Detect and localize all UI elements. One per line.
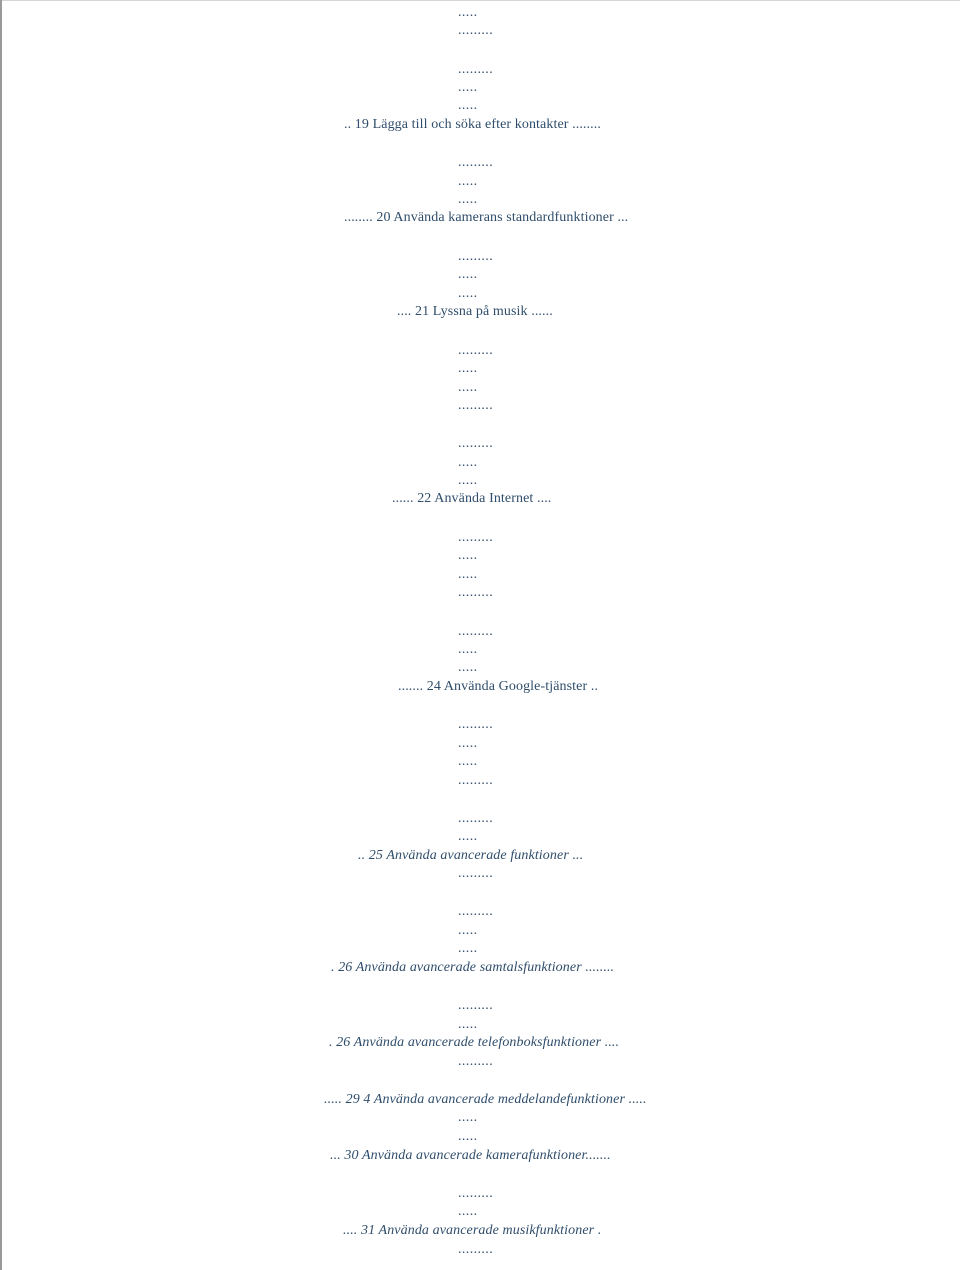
dot-leader: .....: [458, 567, 478, 582]
dot-leader: .....: [458, 1017, 478, 1032]
toc-entry: ... 30 Använda avancerade kamerafunktioner.......: [330, 1148, 611, 1163]
dot-leader: .....: [458, 754, 478, 769]
dot-leader: .........: [458, 773, 494, 788]
toc-entry: .. 19 Lägga till och söka efter kontakter ........: [344, 117, 601, 132]
dot-leader: .........: [458, 1054, 494, 1069]
dot-leader: .....: [458, 5, 478, 20]
dot-leader: .....: [458, 455, 478, 470]
dot-leader: .....: [458, 80, 478, 95]
dot-leader: .........: [458, 904, 494, 919]
dot-leader: .....: [458, 361, 478, 376]
toc-entry: ........ 20 Använda kamerans standardfunktioner ...: [344, 210, 629, 225]
dot-leader: .....: [458, 473, 478, 488]
dot-leader: .....: [458, 98, 478, 113]
dot-leader: .........: [458, 249, 494, 264]
dot-leader: .....: [458, 736, 478, 751]
dot-leader: .....: [458, 642, 478, 657]
toc-entry: ....... 24 Använda Google-tjänster ..: [398, 679, 599, 694]
dot-leader: .....: [458, 174, 478, 189]
dot-leader: .........: [458, 998, 494, 1013]
dot-leader: .....: [458, 1110, 478, 1125]
dot-leader: .....: [458, 286, 478, 301]
dot-leader: .........: [458, 398, 494, 413]
dot-leader: .........: [458, 62, 494, 77]
dot-leader: .........: [458, 1242, 494, 1257]
dot-leader: .....: [458, 829, 478, 844]
dot-leader: .....: [458, 267, 478, 282]
dot-leader: .........: [458, 585, 494, 600]
dot-leader: .........: [458, 1186, 494, 1201]
dot-leader: .........: [458, 866, 494, 881]
dot-leader: .........: [458, 436, 494, 451]
dot-leader: .....: [458, 660, 478, 675]
dot-leader: .....: [458, 192, 478, 207]
toc-entry: ...... 22 Använda Internet ....: [392, 491, 552, 506]
dot-leader: .........: [458, 717, 494, 732]
toc-entry: ..... 29 4 Använda avancerade meddelandefunktioner .....: [324, 1092, 647, 1107]
dot-leader: .....: [458, 941, 478, 956]
toc-entry: . 26 Använda avancerade samtalsfunktioner ........: [331, 960, 615, 975]
toc-entry: .... 21 Lyssna på musik ......: [397, 304, 553, 319]
toc-entry: .. 25 Använda avancerade funktioner ...: [358, 848, 584, 863]
dot-leader: .....: [458, 548, 478, 563]
toc-entry: .... 31 Använda avancerade musikfunktioner .: [343, 1223, 602, 1238]
dot-leader: .........: [458, 155, 494, 170]
dot-leader: .....: [458, 380, 478, 395]
dot-leader: .........: [458, 811, 494, 826]
dot-leader: .....: [458, 923, 478, 938]
dot-leader: .........: [458, 624, 494, 639]
dot-leader: .........: [458, 343, 494, 358]
dot-leader: .........: [458, 530, 494, 545]
dot-leader: .........: [458, 23, 494, 38]
dot-leader: .....: [458, 1129, 478, 1144]
toc-entry: . 26 Använda avancerade telefonboksfunktioner ....: [329, 1035, 620, 1050]
dot-leader: .....: [458, 1204, 478, 1219]
